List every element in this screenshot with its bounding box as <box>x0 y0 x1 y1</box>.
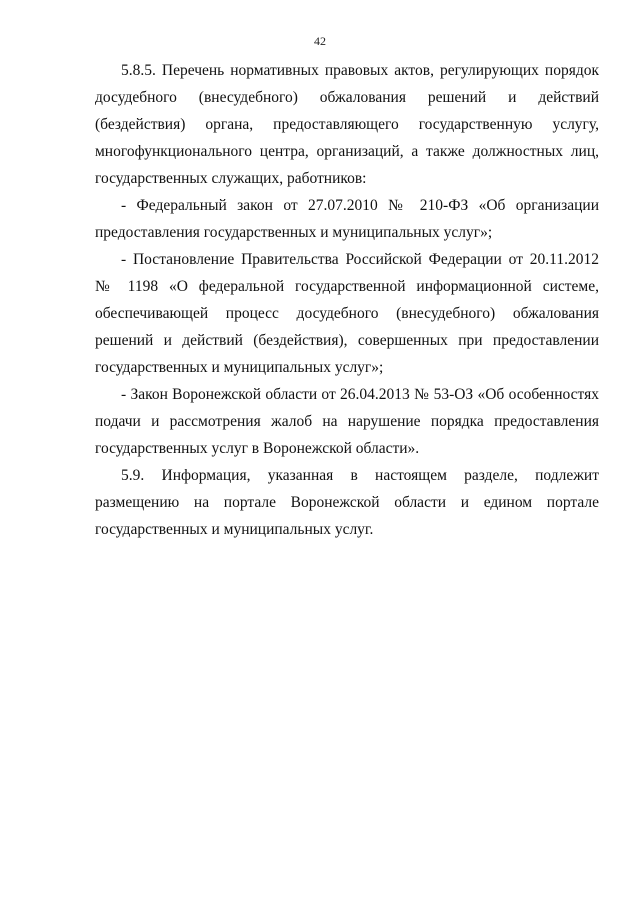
paragraph-5-8-5: 5.8.5. Перечень нормативных правовых актов, регулирующих порядок досудебного (внесудебного) обжалования решений и действий (бездействия) органа, предоставляющего государственную услугу, многофункционального центра, организаций, а также должностных лиц, государственных служащих, работников: <box>95 62 599 187</box>
document-body <box>95 57 599 543</box>
paragraph-5-9: 5.9. Информация, указанная в настоящем разделе, подлежит размещению на портале Воронежской области и едином портале государственных и муниципальных услуг. <box>95 467 599 538</box>
list-item-voronezh-law: - Закон Воронежской области от 26.04.2013 № 53-ОЗ «Об особенностях подачи и рассмотрения жалоб на нарушение порядка предоставления государственных услуг в Воронежской области». <box>95 386 599 457</box>
list-item-federal-law: - Федеральный закон от 27.07.2010 № 210-ФЗ «Об организации предоставления государственных и муниципальных услуг»; <box>95 197 599 241</box>
page-number: 42 <box>314 34 326 48</box>
list-item-government-decree: - Постановление Правительства Российской Федерации от 20.11.2012 № 1198 «О федеральной государственной информационной системе, обеспечивающей процесс досудебного (внесудебного) обжалования решений и действий (бездействия), совершенных при предоставлении государственных и муниципальных услуг»; <box>95 251 599 376</box>
